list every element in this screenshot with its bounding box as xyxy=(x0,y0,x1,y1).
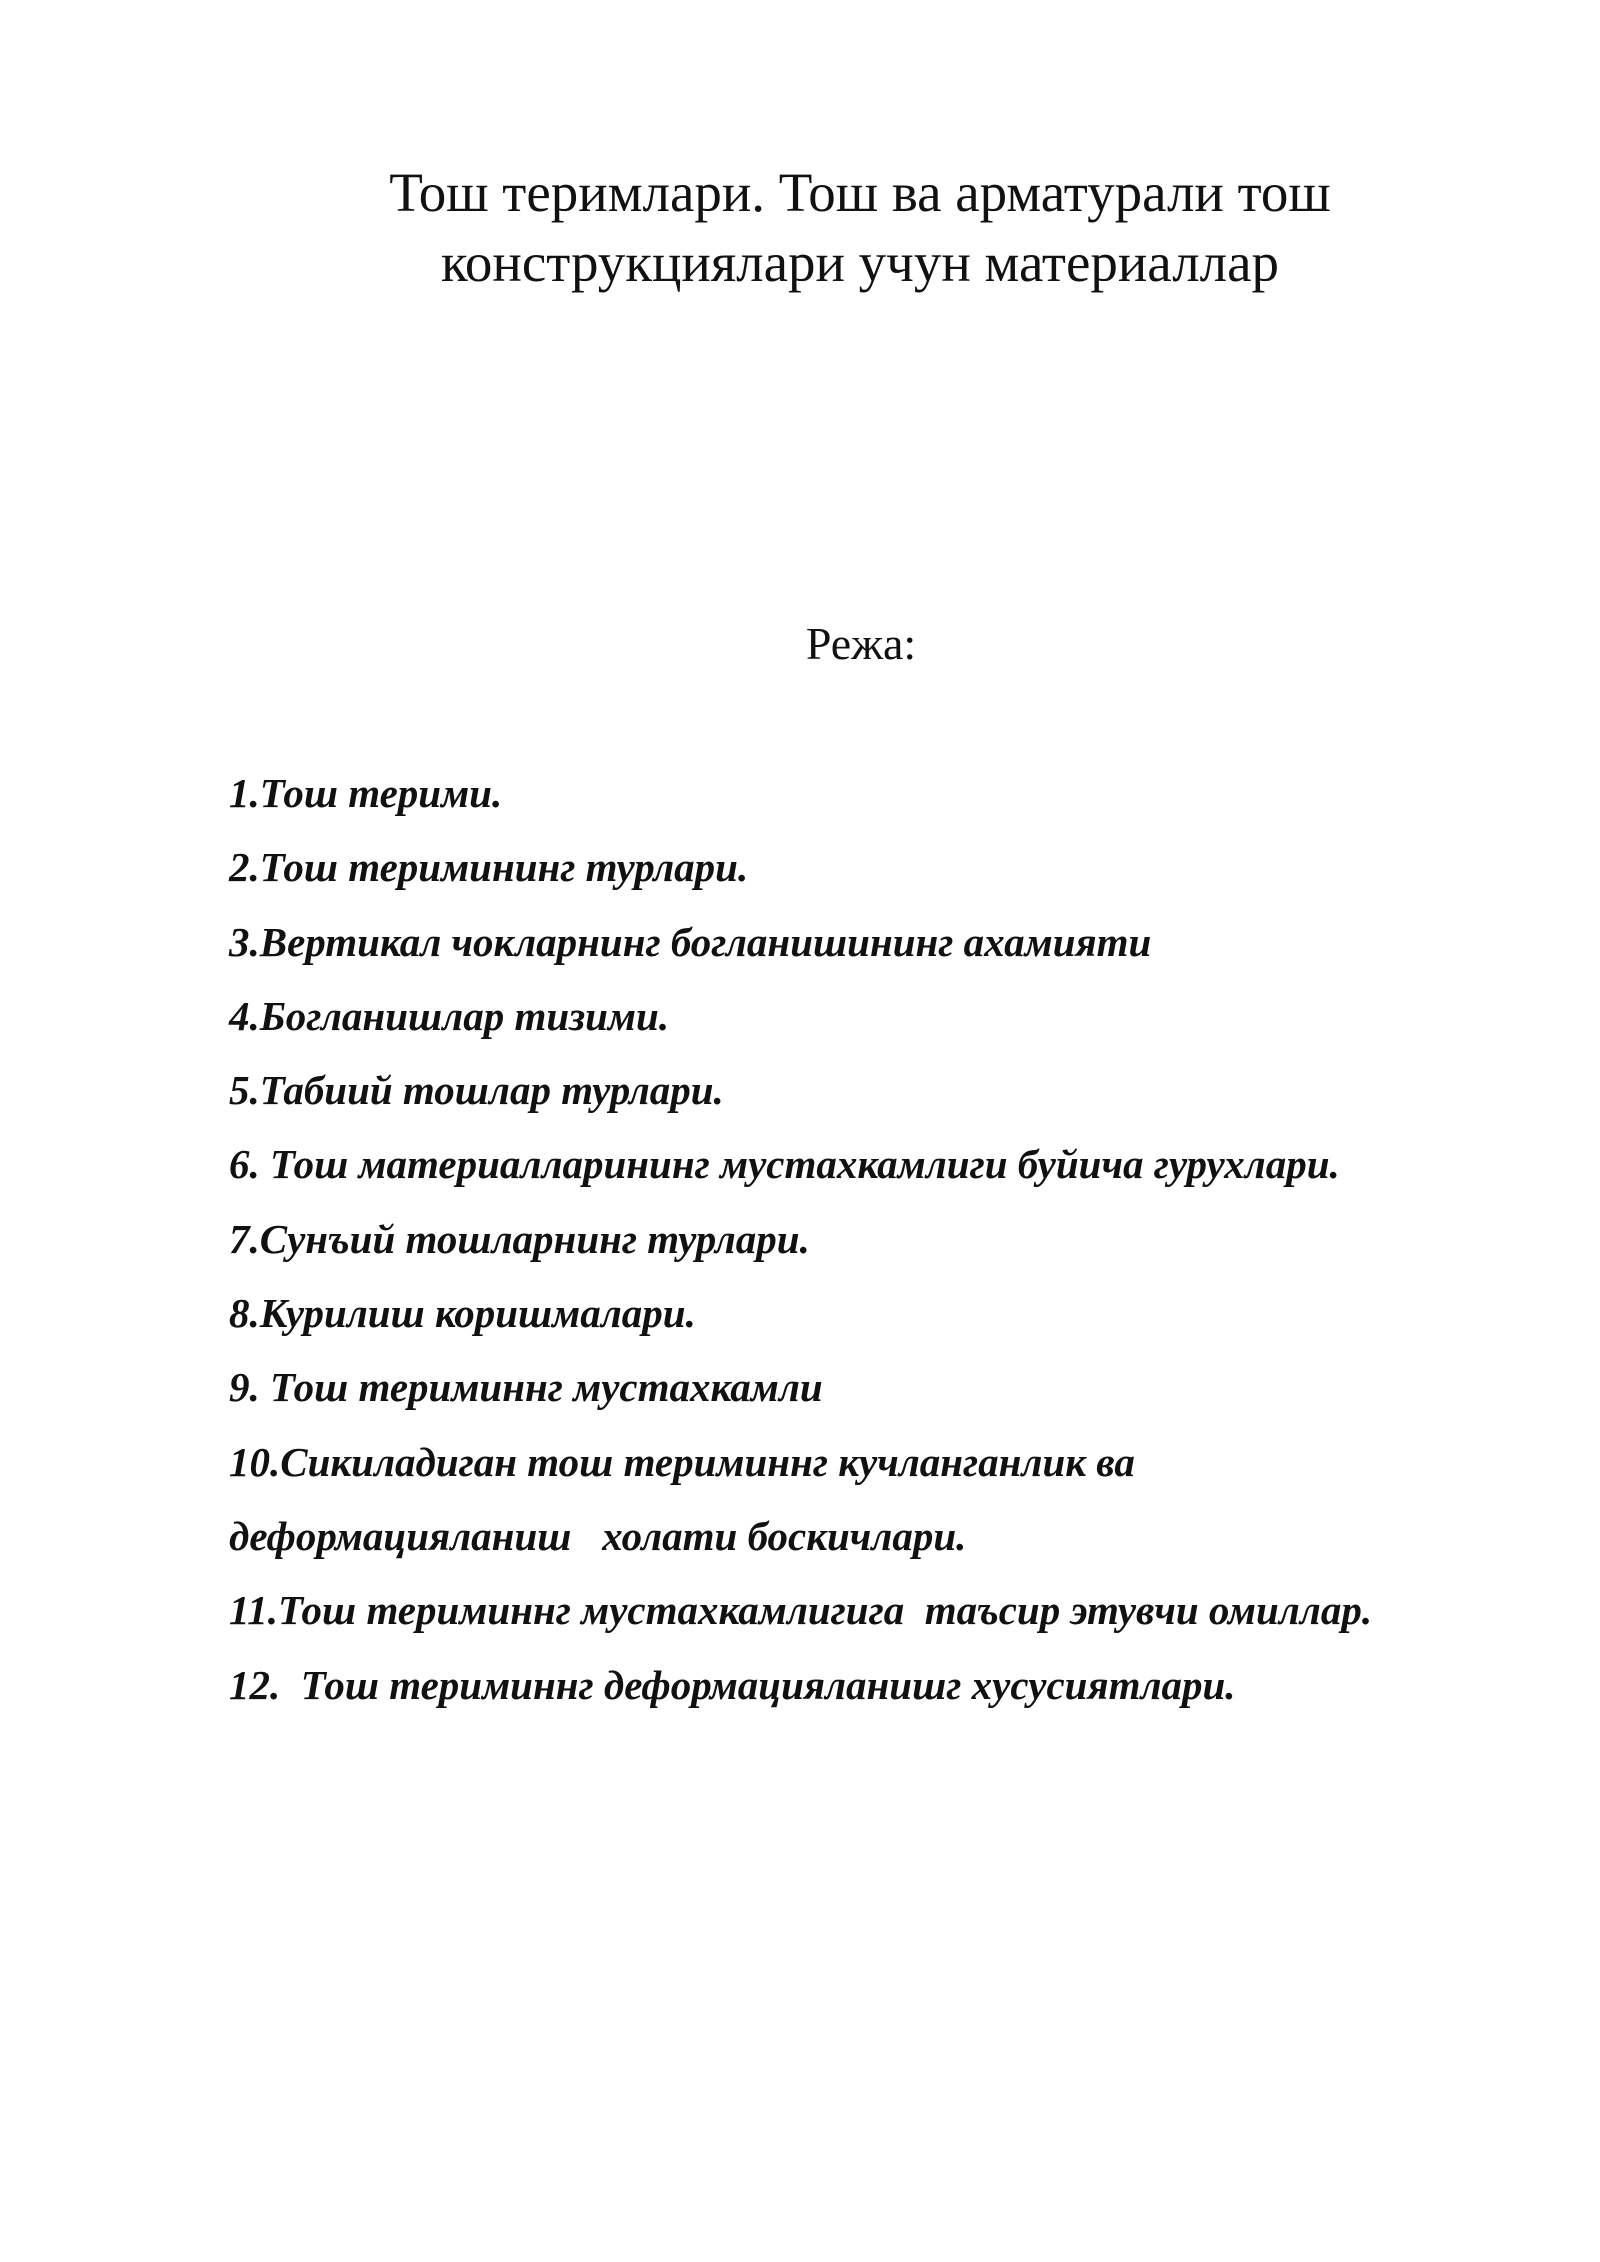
plan-item-12: 12. Тош териминнг деформацияланишг хусусиятлари. xyxy=(229,1661,1236,1708)
plan-item-6: 6. Тош материалларининг мустахкамлиги буйича гурухлари. xyxy=(229,1141,1340,1188)
plan-item-5: 5.Табиий тошлар турлари. xyxy=(229,1067,724,1114)
plan-heading: Режа: xyxy=(805,618,917,669)
plan-item-7: 7.Сунъий тошларнинг турлари. xyxy=(229,1215,810,1262)
plan-item-10: 10.Сикиладиган тош териминнг кучланганлик ва xyxy=(229,1438,1135,1485)
plan-item-4: 4.Богланишлар тизими. xyxy=(229,992,670,1039)
plan-item-11: 11.Тош териминнг мустахкамлигига таъсир этувчи омиллар. xyxy=(229,1587,1373,1634)
plan-item-8: 8.Курилиш коришмалари. xyxy=(229,1290,696,1337)
title-line-2: конструкциялари учун материаллар xyxy=(440,232,1280,293)
plan-item-2: 2.Тош теримининг турлари. xyxy=(229,844,749,891)
title-line-1: Тош теримлари. Тош ва арматурали тош xyxy=(389,162,1331,223)
document-title xyxy=(300,158,1420,298)
plan-item-1: 1.Тош терими. xyxy=(229,770,503,816)
plan-item-3: 3.Вертикал чокларнинг богланишининг ахамияти xyxy=(229,918,1152,965)
plan-item-9: 9. Тош териминнг мустахкамли xyxy=(229,1364,823,1411)
plan-list xyxy=(229,764,1549,1730)
plan-item-10-continued: деформацияланиш холати боскичлари. xyxy=(229,1512,967,1559)
